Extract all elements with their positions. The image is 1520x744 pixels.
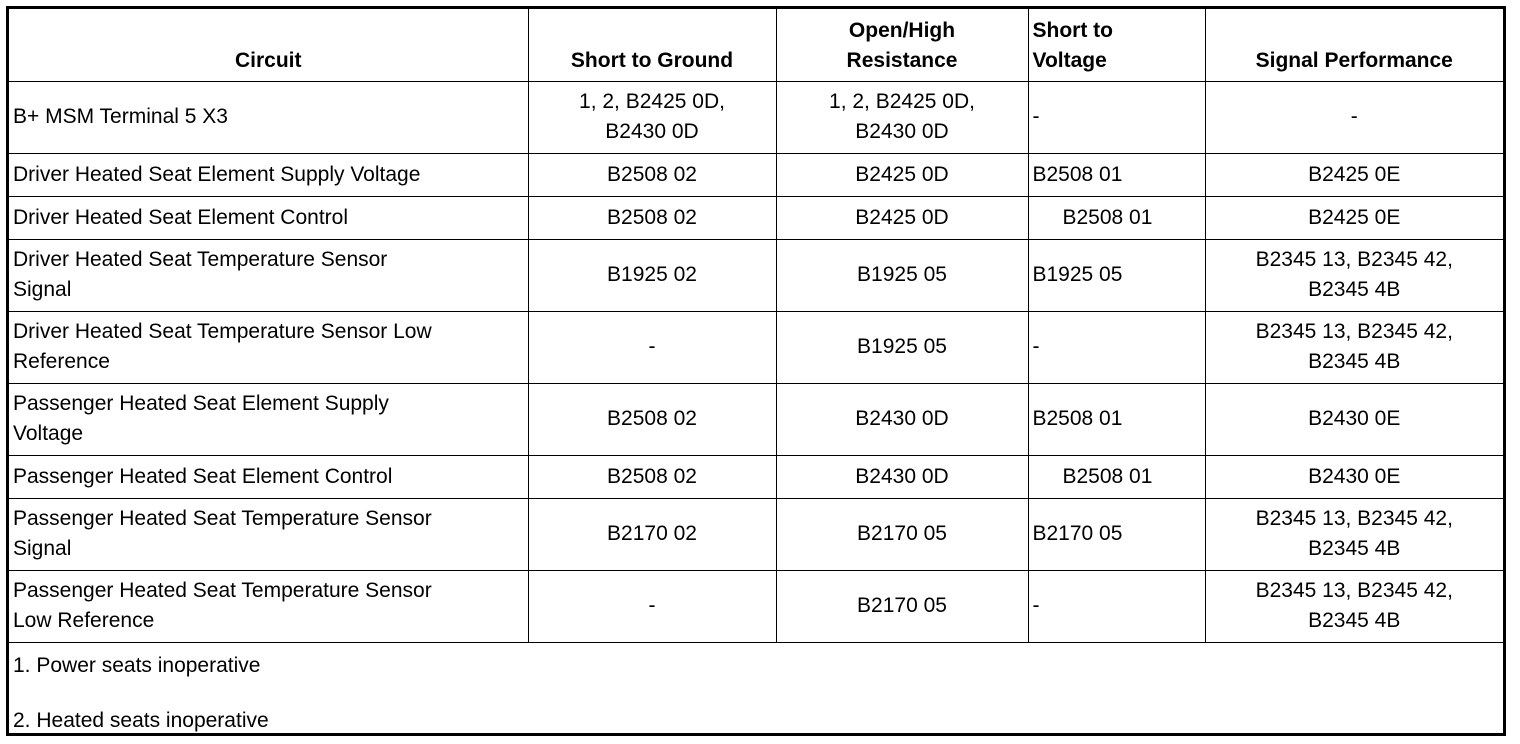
short-to-ground-cell bbox=[528, 498, 776, 570]
circuit-cell bbox=[9, 239, 528, 311]
cell-line: B2345 4B bbox=[1308, 350, 1401, 373]
circuit-line: Driver Heated Seat Temperature Sensor bbox=[13, 248, 388, 271]
notes-row bbox=[9, 642, 1503, 740]
open-high-resistance-cell bbox=[776, 570, 1028, 642]
table-row bbox=[9, 311, 1503, 383]
header-open-high-line-1: Open/High bbox=[848, 18, 956, 42]
short-to-ground-cell bbox=[528, 81, 776, 153]
cell-line: B2508 02 bbox=[607, 407, 697, 430]
cell-line: B2345 13, B2345 42, bbox=[1255, 507, 1453, 530]
table-row bbox=[9, 498, 1503, 570]
signal-performance-cell bbox=[1205, 570, 1503, 642]
header-row bbox=[9, 9, 1503, 81]
cell-line: - bbox=[1032, 105, 1040, 128]
open-high-resistance-cell bbox=[776, 311, 1028, 383]
notes-cell bbox=[9, 642, 1503, 740]
cell-line: - bbox=[1032, 594, 1040, 617]
circuit-line: Signal bbox=[13, 278, 72, 301]
short-to-voltage-cell bbox=[1028, 81, 1205, 153]
circuit-line: Driver Heated Seat Element Control bbox=[13, 205, 348, 229]
cell-line: B2170 05 bbox=[857, 594, 947, 617]
open-high-resistance-cell bbox=[776, 81, 1028, 153]
open-high-resistance-cell bbox=[776, 455, 1028, 498]
circuit-line: Low Reference bbox=[13, 609, 155, 632]
cell-line: B2425 0E bbox=[1308, 205, 1401, 229]
table-row bbox=[9, 239, 1503, 311]
header-signal-performance: Signal Performance bbox=[1205, 9, 1503, 81]
short-to-voltage-cell bbox=[1028, 196, 1205, 239]
cell-line: B2425 0D bbox=[855, 162, 949, 186]
circuit-line: Passenger Heated Seat Element Control bbox=[13, 464, 393, 488]
cell-line: B2508 02 bbox=[607, 205, 697, 229]
circuit-line: Reference bbox=[13, 350, 110, 373]
cell-line: B2425 0E bbox=[1308, 162, 1401, 186]
circuit-dtc-table bbox=[9, 9, 1503, 740]
open-high-resistance-cell bbox=[776, 196, 1028, 239]
cell-line: B2345 13, B2345 42, bbox=[1255, 320, 1453, 343]
cell-line: B2345 13, B2345 42, bbox=[1255, 248, 1453, 271]
cell-line: 1, 2, B2425 0D, bbox=[579, 90, 725, 113]
note-power-seats: 1. Power seats inoperative bbox=[13, 653, 261, 677]
open-high-resistance-cell bbox=[776, 153, 1028, 196]
signal-performance-cell bbox=[1205, 455, 1503, 498]
cell-line: B2170 05 bbox=[857, 522, 947, 545]
circuit-line: Voltage bbox=[13, 422, 84, 445]
circuit-cell bbox=[9, 153, 528, 196]
short-to-voltage-cell bbox=[1028, 239, 1205, 311]
short-to-voltage-cell bbox=[1028, 455, 1205, 498]
cell-line: B1925 02 bbox=[607, 263, 697, 286]
cell-line: B2170 05 bbox=[1032, 522, 1123, 545]
table-row bbox=[9, 455, 1503, 498]
header-short-to-voltage bbox=[1028, 9, 1205, 81]
cell-line: B2430 0D bbox=[855, 407, 949, 430]
cell-line: B2345 4B bbox=[1308, 537, 1401, 560]
signal-performance-cell bbox=[1205, 153, 1503, 196]
open-high-resistance-cell bbox=[776, 383, 1028, 455]
signal-performance-cell bbox=[1205, 81, 1503, 153]
table-row bbox=[9, 196, 1503, 239]
cell-line: B1925 05 bbox=[1032, 263, 1123, 286]
cell-line: B2508 02 bbox=[607, 464, 697, 488]
circuit-line: Passenger Heated Seat Temperature Sensor bbox=[13, 507, 432, 530]
cell-line: B2430 0D bbox=[855, 120, 949, 143]
cell-line: - bbox=[1350, 105, 1358, 128]
short-to-ground-cell bbox=[528, 153, 776, 196]
open-high-resistance-cell bbox=[776, 498, 1028, 570]
circuit-line: Driver Heated Seat Element Supply Voltage bbox=[13, 162, 421, 186]
circuit-cell bbox=[9, 196, 528, 239]
table-row bbox=[9, 570, 1503, 642]
circuit-line: Driver Heated Seat Temperature Sensor Low bbox=[13, 320, 432, 343]
cell-line: B2508 01 bbox=[1032, 407, 1123, 430]
circuit-cell bbox=[9, 570, 528, 642]
cell-line: B2345 4B bbox=[1308, 609, 1401, 632]
header-short-to-ground: Short to Ground bbox=[528, 9, 776, 81]
cell-line: 1, 2, B2425 0D, bbox=[829, 90, 975, 113]
header-circuit: Circuit bbox=[9, 9, 528, 81]
dtc-circuit-table-frame bbox=[6, 6, 1506, 736]
short-to-voltage-cell bbox=[1028, 498, 1205, 570]
cell-line: B2508 01 bbox=[1062, 464, 1153, 488]
short-to-ground-cell bbox=[528, 383, 776, 455]
cell-line: B2508 02 bbox=[607, 162, 697, 186]
circuit-cell bbox=[9, 81, 528, 153]
open-high-resistance-cell bbox=[776, 239, 1028, 311]
circuit-cell bbox=[9, 455, 528, 498]
cell-line: B2170 02 bbox=[607, 522, 697, 545]
circuit-line: Signal bbox=[13, 537, 72, 560]
short-to-ground-cell bbox=[528, 455, 776, 498]
cell-line: B2430 0D bbox=[855, 464, 949, 488]
short-to-ground-cell bbox=[528, 311, 776, 383]
header-short-voltage-line-2: Voltage bbox=[1032, 48, 1107, 72]
short-to-voltage-cell bbox=[1028, 153, 1205, 196]
short-to-voltage-cell bbox=[1028, 570, 1205, 642]
short-to-voltage-cell bbox=[1028, 311, 1205, 383]
short-to-ground-cell bbox=[528, 196, 776, 239]
cell-line: - bbox=[648, 594, 656, 617]
cell-line: B2345 13, B2345 42, bbox=[1255, 579, 1453, 602]
table-row bbox=[9, 153, 1503, 196]
signal-performance-cell bbox=[1205, 383, 1503, 455]
table-row bbox=[9, 383, 1503, 455]
circuit-cell bbox=[9, 311, 528, 383]
cell-line: - bbox=[648, 335, 656, 358]
cell-line: B1925 05 bbox=[857, 263, 947, 286]
cell-line: B1925 05 bbox=[857, 335, 947, 358]
short-to-ground-cell bbox=[528, 239, 776, 311]
note-heated-seats: 2. Heated seats inoperative bbox=[13, 708, 269, 732]
circuit-line: B+ MSM Terminal 5 X3 bbox=[13, 105, 228, 128]
circuit-cell bbox=[9, 383, 528, 455]
signal-performance-cell bbox=[1205, 498, 1503, 570]
circuit-line: Passenger Heated Seat Element Supply bbox=[13, 392, 389, 415]
header-open-high-line-2: Resistance bbox=[846, 48, 958, 72]
short-to-voltage-cell bbox=[1028, 383, 1205, 455]
signal-performance-cell bbox=[1205, 239, 1503, 311]
cell-line: B2508 01 bbox=[1062, 205, 1153, 229]
cell-line: B2425 0D bbox=[855, 205, 949, 229]
cell-line: - bbox=[1032, 335, 1040, 358]
circuit-line: Passenger Heated Seat Temperature Sensor bbox=[13, 579, 432, 602]
cell-line: B2430 0D bbox=[605, 120, 699, 143]
cell-line: B2345 4B bbox=[1308, 278, 1401, 301]
signal-performance-cell bbox=[1205, 196, 1503, 239]
table-row bbox=[9, 81, 1503, 153]
cell-line: B2430 0E bbox=[1308, 407, 1401, 430]
header-short-voltage-line-1: Short to bbox=[1032, 18, 1113, 42]
short-to-ground-cell bbox=[528, 570, 776, 642]
cell-line: B2508 01 bbox=[1032, 162, 1123, 186]
circuit-cell bbox=[9, 498, 528, 570]
signal-performance-cell bbox=[1205, 311, 1503, 383]
header-open-high-resistance bbox=[776, 9, 1028, 81]
cell-line: B2430 0E bbox=[1308, 464, 1401, 488]
